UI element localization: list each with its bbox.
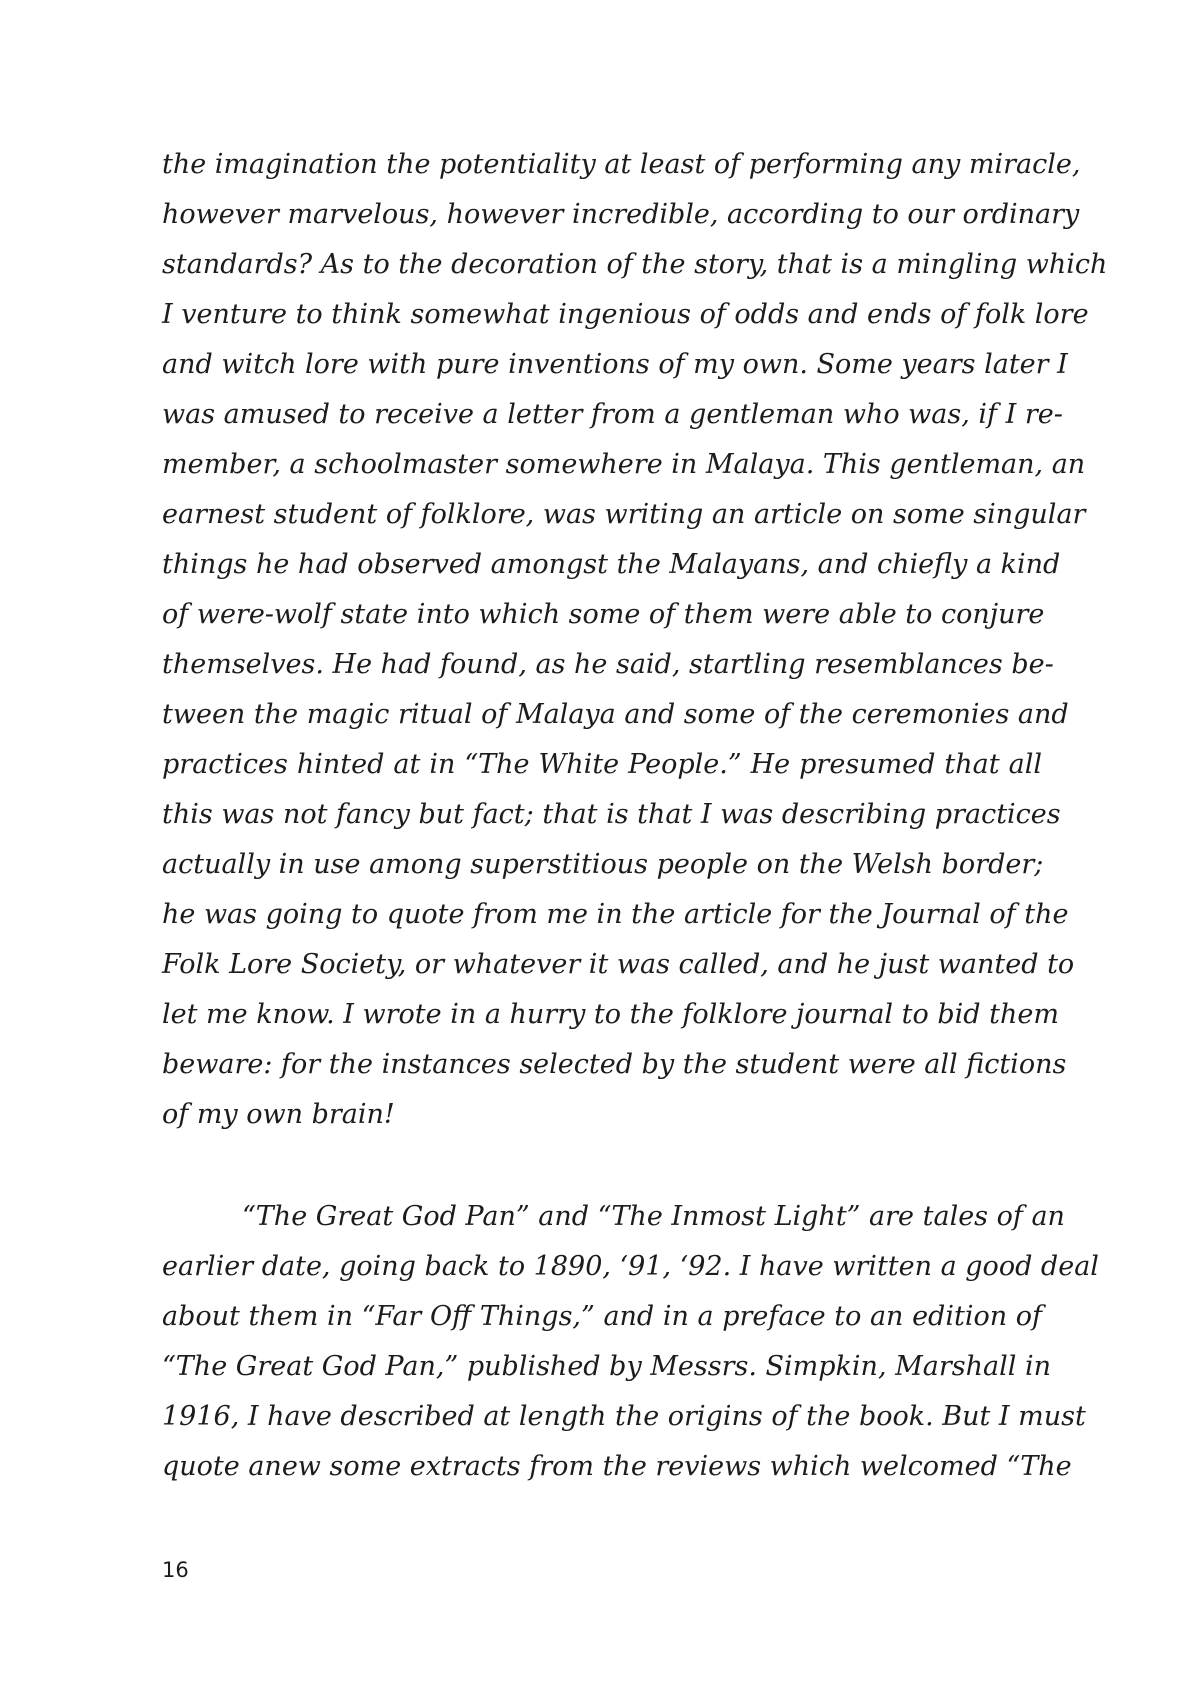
text-line: things he had observed amongst the Malayans, and chiefly a kind <box>162 549 1061 580</box>
text-line: this was not fancy but fact; that is that I was describing practices <box>162 799 1061 830</box>
text-line: “The Great God Pan,” published by Messrs. Simpkin, Marshall in <box>162 1351 1051 1382</box>
text-line: of my own brain! <box>162 1099 395 1130</box>
text-line: earnest student of folklore, was writing an article on some singular <box>162 499 1086 530</box>
text-line: of were-wolf state into which some of them were able to conjure <box>162 599 1045 630</box>
text-line: actually in use among superstitious people on the Welsh border; <box>162 849 1044 880</box>
text-line: about them in “Far Off Things,” and in a preface to an edition of <box>162 1301 1042 1332</box>
text-line: I venture to think somewhat ingenious of odds and ends of folk lore <box>162 299 1089 330</box>
text-line: earlier date, going back to 1890, ‘91, ‘92. I have written a good deal <box>162 1251 1099 1282</box>
text-line: the imagination the potentiality at least of performing any miracle, <box>162 149 1081 180</box>
text-line: member, a schoolmaster somewhere in Malaya. This gentleman, an <box>162 449 1086 480</box>
text-line: tween the magic ritual of Malaya and some of the ceremonies and <box>162 699 1069 730</box>
text-line: however marvelous, however incredible, according to our ordinary <box>162 199 1080 230</box>
text-line: beware: for the instances selected by the student were all fictions <box>162 1049 1067 1080</box>
text-line: let me know. I wrote in a hurry to the folklore journal to bid them <box>162 999 1059 1030</box>
text-line: quote anew some extracts from the reviews which welcomed “The <box>162 1451 1072 1482</box>
text-line: he was going to quote from me in the article for the Journal of the <box>162 899 1069 930</box>
text-line: was amused to receive a letter from a gentleman who was, if I re- <box>162 399 1063 430</box>
text-line: practices hinted at in “The White People.” He presumed that all <box>162 749 1042 780</box>
paragraph-spacer <box>162 1140 1042 1192</box>
text-line: and witch lore with pure inventions of my own. Some years later I <box>162 349 1068 380</box>
text-line: Folk Lore Society, or whatever it was called, and he just wanted to <box>162 949 1075 980</box>
text-line: standards? As to the decoration of the story, that is a mingling which <box>162 249 1108 280</box>
paragraph-1 <box>162 140 1108 1140</box>
text-line: “The Great God Pan” and “The Inmost Light” are tales of an <box>242 1201 1065 1232</box>
text-line: themselves. He had found, as he said, startling resemblances be- <box>162 649 1054 680</box>
text-line: 1916, I have described at length the origins of the book. But I must <box>162 1401 1086 1432</box>
paragraph-2 <box>162 1192 1099 1492</box>
page-number: 16 <box>162 1558 189 1582</box>
body-text <box>162 140 1108 1492</box>
